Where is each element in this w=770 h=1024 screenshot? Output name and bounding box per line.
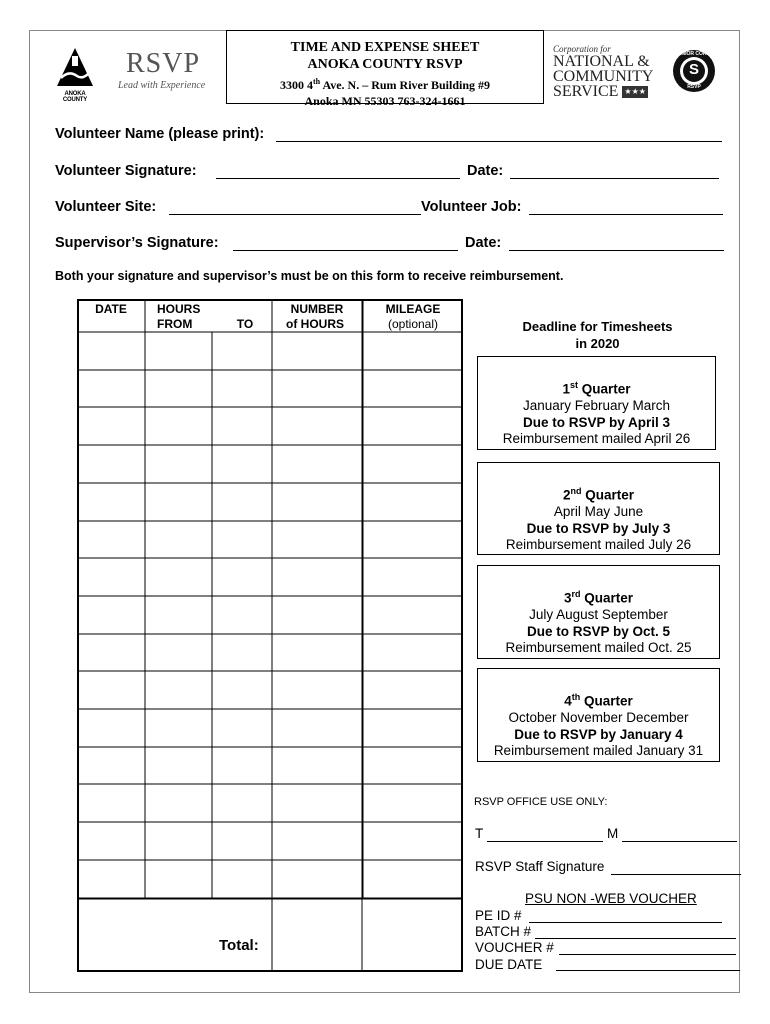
table-cell[interactable]	[78, 671, 145, 709]
table-cell[interactable]	[362, 407, 462, 445]
quarter-title: 1st Quarter	[562, 380, 631, 397]
m-label: M	[607, 826, 619, 841]
total-label: Total:	[219, 937, 259, 954]
table-cell[interactable]	[362, 596, 462, 634]
table-cell[interactable]	[78, 596, 145, 634]
table-cell[interactable]	[145, 445, 212, 483]
quarter-title: 3rd Quarter	[563, 589, 634, 606]
col-header-date: DATE	[95, 302, 127, 316]
table-cell[interactable]	[212, 558, 272, 596]
office-use-heading: RSVP OFFICE USE ONLY:	[474, 796, 608, 808]
due-date-field[interactable]	[556, 970, 740, 971]
staff-signature-field[interactable]	[611, 874, 741, 875]
form-subtitle: ANOKA COUNTY RSVP	[307, 57, 463, 72]
table-cell[interactable]	[78, 521, 145, 558]
table-cell[interactable]	[272, 747, 362, 784]
seal-text: SENIOR CORPS	[674, 51, 714, 57]
table-cell[interactable]	[145, 747, 212, 784]
t-label: T	[475, 826, 484, 841]
supervisor-signature-label: Supervisor’s Signature:	[55, 235, 219, 251]
total-hours-cell[interactable]	[272, 898, 362, 971]
table-cell[interactable]	[78, 370, 145, 407]
table-cell[interactable]	[145, 671, 212, 709]
table-cell[interactable]	[362, 747, 462, 784]
table-cell[interactable]	[272, 671, 362, 709]
table-cell[interactable]	[272, 483, 362, 521]
form-title: TIME AND EXPENSE SHEET	[290, 40, 480, 55]
table-cell[interactable]	[362, 709, 462, 747]
date2-label: Date:	[465, 235, 502, 251]
volunteer-job-label: Volunteer Job:	[421, 199, 522, 215]
table-cell[interactable]	[212, 860, 272, 898]
quarter-title: 4th Quarter	[564, 692, 633, 709]
table-cell[interactable]	[362, 860, 462, 898]
table-cell[interactable]	[145, 860, 212, 898]
due-date-label: DUE DATE	[475, 957, 543, 972]
quarter-mailed: Reimbursement mailed Oct. 25	[505, 640, 692, 655]
table-cell[interactable]	[78, 747, 145, 784]
table-cell[interactable]	[362, 822, 462, 860]
table-cell[interactable]	[145, 784, 212, 822]
table-cell[interactable]	[362, 784, 462, 822]
rsvp-tagline: Lead with Experience	[118, 80, 206, 91]
quarter-months: January February March	[522, 398, 671, 413]
table-cell[interactable]	[145, 634, 212, 671]
table-cell[interactable]	[78, 483, 145, 521]
table-cell[interactable]	[78, 709, 145, 747]
table-cell[interactable]	[362, 445, 462, 483]
quarter-box	[477, 462, 720, 555]
table-cell[interactable]	[212, 596, 272, 634]
address-line: 3300 4th Ave. N. – Rum River Building #9	[279, 77, 491, 92]
table-cell[interactable]	[272, 445, 362, 483]
quarter-due-date: Due to RSVP by Oct. 5	[526, 623, 671, 639]
quarter-box	[477, 668, 720, 762]
anoka-logo-text: ANOKA COUNTY	[62, 91, 88, 103]
table-cell[interactable]	[78, 860, 145, 898]
table-cell[interactable]	[212, 822, 272, 860]
table-cell[interactable]	[212, 747, 272, 784]
volunteer-name-label: Volunteer Name (please print):	[55, 126, 265, 142]
table-cell[interactable]	[212, 709, 272, 747]
table-cell[interactable]	[272, 709, 362, 747]
table-cell[interactable]	[272, 370, 362, 407]
m-field[interactable]	[622, 841, 737, 842]
voucher-field[interactable]	[559, 954, 736, 955]
quarter-due-date: Due to RSVP by July 3	[526, 520, 671, 536]
table-cell[interactable]	[272, 407, 362, 445]
table-cell[interactable]	[78, 445, 145, 483]
table-cell[interactable]	[78, 558, 145, 596]
table-cell[interactable]	[362, 671, 462, 709]
table-cell[interactable]	[362, 521, 462, 558]
quarter-mailed: Reimbursement mailed July 26	[505, 537, 692, 552]
table-cell[interactable]	[272, 521, 362, 558]
table-cell[interactable]	[145, 332, 212, 370]
batch-field[interactable]	[535, 938, 736, 939]
seal-letter: S	[688, 61, 699, 78]
cncs-line2: NATIONAL &	[553, 53, 650, 70]
col-header-optional: (optional)	[387, 317, 439, 331]
col-header-hours: HOURS	[157, 302, 201, 316]
table-cell[interactable]	[212, 634, 272, 671]
city-phone-line: Anoka MN 55303 763-324-1661	[304, 94, 466, 108]
table-cell[interactable]	[78, 332, 145, 370]
table-cell[interactable]	[212, 445, 272, 483]
deadline-title-line2: in 2020	[575, 336, 620, 351]
table-cell[interactable]	[212, 483, 272, 521]
seal-sub: RSVP	[687, 84, 701, 90]
quarter-months: July August September	[529, 607, 668, 622]
table-cell[interactable]	[362, 558, 462, 596]
table-cell[interactable]	[272, 332, 362, 370]
table-cell[interactable]	[272, 558, 362, 596]
table-cell[interactable]	[212, 521, 272, 558]
table-cell[interactable]	[145, 558, 212, 596]
date-label: Date:	[467, 163, 504, 179]
signature-notice: Both your signature and supervisor’s must be on this form to receive reimbursement.	[55, 269, 564, 283]
pe-id-label: PE ID #	[475, 908, 522, 923]
rsvp-logo-text: RSVP	[125, 48, 201, 79]
table-cell[interactable]	[145, 483, 212, 521]
quarter-mailed: Reimbursement mailed April 26	[502, 431, 691, 446]
col-header-of-hours: of HOURS	[286, 317, 344, 331]
table-cell[interactable]	[145, 370, 212, 407]
cncs-line4: SERVICE	[553, 83, 619, 100]
table-cell[interactable]	[212, 784, 272, 822]
col-header-to: TO	[236, 317, 254, 331]
quarter-title: 2nd Quarter	[562, 486, 635, 503]
quarter-due-date: Due to RSVP by January 4	[514, 726, 683, 742]
staff-signature-label: RSVP Staff Signature	[475, 859, 605, 874]
table-cell[interactable]	[212, 332, 272, 370]
table-cell[interactable]	[145, 596, 212, 634]
table-cell[interactable]	[272, 634, 362, 671]
table-cell[interactable]	[212, 370, 272, 407]
volunteer-signature-label: Volunteer Signature:	[55, 163, 197, 179]
table-cell[interactable]	[362, 332, 462, 370]
cncs-line3: COMMUNITY	[553, 68, 654, 85]
table-cell[interactable]	[212, 407, 272, 445]
volunteer-site-label: Volunteer Site:	[55, 199, 157, 215]
table-cell[interactable]	[78, 784, 145, 822]
table-cell[interactable]	[212, 671, 272, 709]
quarter-box	[477, 356, 716, 450]
cncs-line1: Corporation for	[553, 44, 611, 54]
table-cell[interactable]	[78, 822, 145, 860]
total-mileage-cell[interactable]	[362, 898, 462, 971]
table-cell[interactable]	[272, 822, 362, 860]
quarter-due-date: Due to RSVP by April 3	[522, 414, 671, 430]
deadline-title-line1: Deadline for Timesheets	[522, 319, 673, 334]
table-cell[interactable]	[362, 483, 462, 521]
quarter-months: October November December	[508, 710, 689, 725]
col-header-mileage: MILEAGE	[385, 302, 441, 316]
table-cell[interactable]	[362, 634, 462, 671]
quarter-mailed: Reimbursement mailed January 31	[493, 743, 704, 758]
table-cell[interactable]	[145, 822, 212, 860]
psu-voucher-heading: PSU NON -WEB VOUCHER	[525, 891, 697, 906]
table-cell[interactable]	[362, 370, 462, 407]
table-cell[interactable]	[78, 407, 145, 445]
col-header-from: FROM	[157, 317, 193, 331]
t-field[interactable]	[487, 841, 603, 842]
table-cell[interactable]	[145, 709, 212, 747]
table-cell[interactable]	[145, 521, 212, 558]
table-cell[interactable]	[272, 784, 362, 822]
col-header-number: NUMBER	[290, 302, 344, 316]
quarter-months: April May June	[553, 504, 644, 519]
table-cell[interactable]	[272, 860, 362, 898]
table-cell[interactable]	[78, 634, 145, 671]
deadline-title	[480, 318, 715, 352]
pe-id-field[interactable]	[529, 922, 722, 923]
stars-icon: ★★★	[624, 87, 646, 97]
quarter-box	[477, 565, 720, 659]
table-cell[interactable]	[272, 596, 362, 634]
table-cell[interactable]	[145, 407, 212, 445]
batch-label: BATCH #	[475, 924, 532, 939]
voucher-label: VOUCHER #	[475, 940, 554, 955]
